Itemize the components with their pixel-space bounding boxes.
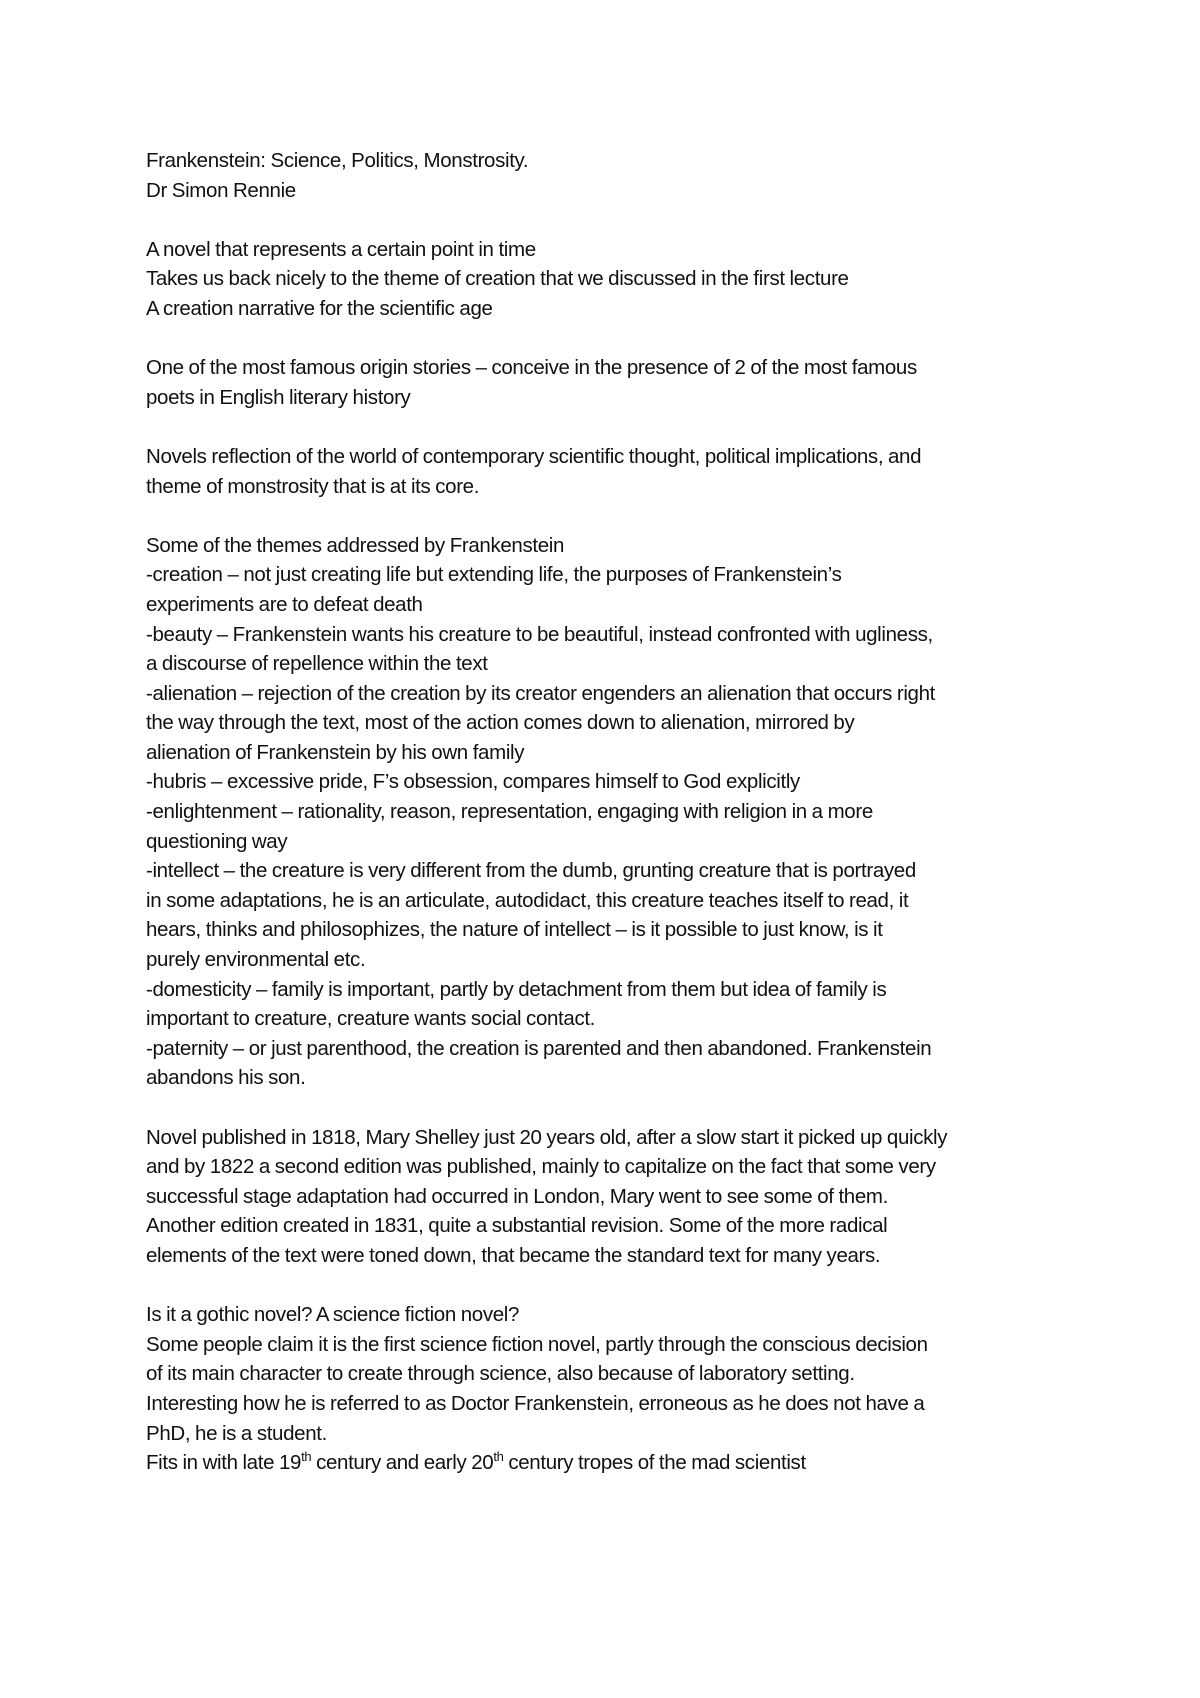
paragraph-line: -intellect – the creature is very different from the dumb, grunting creature that is portrayed [146,859,916,883]
paragraph-line: Some people claim it is the first science fiction novel, partly through the conscious decision [146,1332,928,1356]
paragraph-line: Takes us back nicely to the theme of creation that we discussed in the first lecture [146,267,849,291]
genre-paragraph [146,1300,1076,1478]
paragraph-line: Interesting how he is referred to as Doctor Frankenstein, erroneous as he does not have a [146,1391,925,1415]
final-line-text: Fits in with late 19 [146,1451,302,1475]
paragraph-line: One of the most famous origin stories – conceive in the presence of 2 of the most famous [146,356,917,380]
paragraph-line: A novel that represents a certain point in time [146,237,536,261]
paragraph-line: Novel published in 1818, Mary Shelley just 20 years old, after a slow start it picked up quickly [146,1125,948,1149]
final-line-text: century tropes of the mad scientist [503,1451,806,1475]
paragraph-line: in some adaptations, he is an articulate, autodidact, this creature teaches itself to read, it [146,888,909,912]
paragraph-line: Another edition created in 1831, quite a substantial revision. Some of the more radical [146,1214,888,1238]
paragraph-line: Is it a gothic novel? A science fiction novel? [146,1303,520,1327]
document-body [146,146,1076,1478]
paragraph-line: -paternity – or just parenthood, the creation is parented and then abandoned. Frankenstein [146,1036,932,1060]
paragraph-line: abandons his son. [146,1066,306,1090]
paragraph-line: successful stage adaptation had occurred in London, Mary went to see some of them. [146,1184,888,1208]
intro-paragraph [146,235,1076,324]
paragraph-line: hears, thinks and philosophizes, the nature of intellect – is it possible to just know, is it [146,918,883,942]
paragraph-line: the way through the text, most of the action comes down to alienation, mirrored by [146,711,855,735]
paragraph-line: important to creature, creature wants social contact. [146,1007,596,1031]
paragraph-line: alienation of Frankenstein by his own family [146,740,525,764]
heading-block [146,146,1076,205]
paragraph-line: elements of the text were toned down, that became the standard text for many years. [146,1243,881,1267]
paragraph-line: Novels reflection of the world of contemporary scientific thought, political implications, and [146,444,922,468]
paragraph-line: A creation narrative for the scientific age [146,296,493,320]
ordinal-suffix: th [301,1449,312,1465]
paragraph-line: PhD, he is a student. [146,1421,327,1445]
paragraph-line: Some of the themes addressed by Frankenstein [146,533,565,557]
paragraph-line: and by 1822 a second edition was published, mainly to capitalize on the fact that some very [146,1155,936,1179]
final-line [146,1448,1076,1478]
paragraph-line: -beauty – Frankenstein wants his creature to be beautiful, instead confronted with ugliness, [146,622,933,646]
final-line-text: century and early 20 [311,1451,494,1475]
ordinal-suffix: th [493,1449,504,1465]
paragraph-line: of its main character to create through science, also because of laboratory setting. [146,1362,855,1386]
reflection-paragraph [146,442,1076,501]
paragraph-line: -creation – not just creating life but extending life, the purposes of Frankenstein’s [146,563,842,587]
document-author: Dr Simon Rennie [146,178,296,202]
paragraph-line: poets in English literary history [146,385,411,409]
themes-paragraph [146,531,1076,1093]
paragraph-line: purely environmental etc. [146,948,366,972]
paragraph-line: -alienation – rejection of the creation by its creator engenders an alienation that occurs right [146,681,936,705]
paragraph-line: a discourse of repellence within the text [146,652,488,676]
paragraph-line: questioning way [146,829,288,853]
paragraph-line: experiments are to defeat death [146,592,423,616]
paragraph-line: -enlightenment – rationality, reason, representation, engaging with religion in a more [146,800,873,824]
paragraph-line: -hubris – excessive pride, F’s obsession, compares himself to God explicitly [146,770,800,794]
document-title: Frankenstein: Science, Politics, Monstrosity. [146,149,529,172]
paragraph-line: theme of monstrosity that is at its core. [146,474,480,498]
publication-paragraph [146,1123,1076,1271]
paragraph-line: -domesticity – family is important, partly by detachment from them but idea of family is [146,977,887,1001]
origin-paragraph [146,353,1076,412]
